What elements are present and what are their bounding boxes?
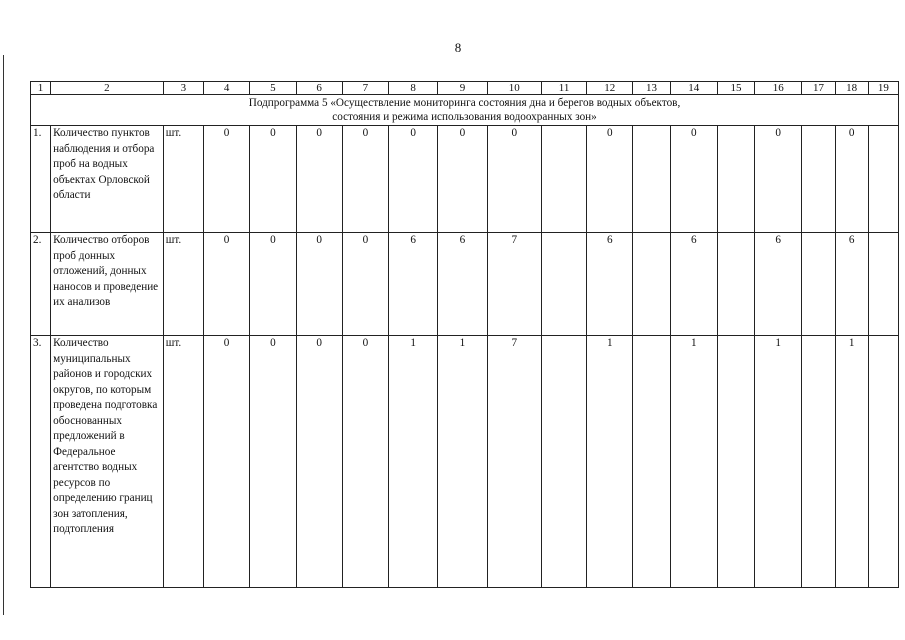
subprogram-title-line1: Подпрограмма 5 «Осуществление мониторинга состояния дна и берегов водных объектов, (248, 97, 681, 109)
header-cell: 15 (717, 82, 754, 95)
value-cell (633, 233, 670, 336)
unit-cell: шт. (163, 336, 203, 588)
value-cell (541, 126, 586, 233)
value-cell: 1 (438, 336, 487, 588)
value-cell: 0 (342, 233, 388, 336)
row-number: 3. (31, 336, 51, 588)
value-cell: 0 (296, 233, 342, 336)
indicators-table (30, 81, 899, 588)
value-cell (717, 233, 754, 336)
value-cell: 0 (203, 336, 249, 588)
table-row (31, 336, 899, 588)
value-cell: 6 (835, 233, 868, 336)
header-cell: 9 (438, 82, 487, 95)
header-cell: 5 (250, 82, 296, 95)
value-cell (868, 126, 898, 233)
indicator-name: Количество пунктов наблюдения и отбора проб на водных объектах Орловской области (51, 126, 164, 233)
value-cell (717, 126, 754, 233)
value-cell (802, 233, 835, 336)
value-cell (717, 336, 754, 588)
subprogram-row (31, 95, 899, 126)
header-cell: 18 (835, 82, 868, 95)
header-row (31, 82, 899, 95)
value-cell: 0 (296, 336, 342, 588)
unit-cell: шт. (163, 233, 203, 336)
header-cell: 19 (868, 82, 898, 95)
value-cell: 0 (203, 233, 249, 336)
header-cell: 17 (802, 82, 835, 95)
value-cell: 0 (250, 126, 296, 233)
subprogram-title-line2: состояния и режима использования водоохранных зон» (332, 111, 597, 123)
value-cell (541, 233, 586, 336)
header-cell: 7 (342, 82, 388, 95)
subprogram-title (31, 95, 899, 126)
value-cell: 0 (389, 126, 438, 233)
value-cell (868, 336, 898, 588)
value-cell: 0 (835, 126, 868, 233)
header-cell: 3 (163, 82, 203, 95)
header-cell: 13 (633, 82, 670, 95)
value-cell: 1 (670, 336, 717, 588)
value-cell: 1 (587, 336, 633, 588)
value-cell (802, 336, 835, 588)
header-cell: 12 (587, 82, 633, 95)
header-cell: 6 (296, 82, 342, 95)
value-cell: 7 (487, 336, 541, 588)
header-cell: 10 (487, 82, 541, 95)
scan-edge-line (3, 55, 4, 615)
indicator-name: Количество отборов проб донных отложений, донных наносов и проведение их анализов (51, 233, 164, 336)
value-cell (868, 233, 898, 336)
indicator-name: Количество муниципальных районов и городских округов, по которым проведена подготовка обоснованных предложений в Федеральное агентство водных ресурсов по определению границ зон затопления, подтопления (51, 336, 164, 588)
value-cell: 0 (487, 126, 541, 233)
value-cell: 0 (670, 126, 717, 233)
value-cell: 1 (835, 336, 868, 588)
value-cell: 6 (389, 233, 438, 336)
value-cell: 0 (250, 233, 296, 336)
table-row (31, 126, 899, 233)
value-cell: 0 (587, 126, 633, 233)
value-cell: 1 (389, 336, 438, 588)
value-cell: 6 (755, 233, 802, 336)
row-number: 1. (31, 126, 51, 233)
value-cell (633, 336, 670, 588)
header-cell: 2 (51, 82, 164, 95)
value-cell (802, 126, 835, 233)
header-cell: 1 (31, 82, 51, 95)
row-number: 2. (31, 233, 51, 336)
value-cell: 0 (342, 126, 388, 233)
unit-cell: шт. (163, 126, 203, 233)
value-cell: 0 (755, 126, 802, 233)
value-cell: 7 (487, 233, 541, 336)
value-cell: 0 (250, 336, 296, 588)
value-cell: 0 (342, 336, 388, 588)
header-cell: 16 (755, 82, 802, 95)
header-cell: 4 (203, 82, 249, 95)
value-cell (541, 336, 586, 588)
value-cell: 0 (438, 126, 487, 233)
value-cell: 0 (296, 126, 342, 233)
value-cell: 6 (670, 233, 717, 336)
value-cell (633, 126, 670, 233)
table-row (31, 233, 899, 336)
header-cell: 8 (389, 82, 438, 95)
header-cell: 11 (541, 82, 586, 95)
header-cell: 14 (670, 82, 717, 95)
value-cell: 6 (438, 233, 487, 336)
page-number: 8 (454, 40, 462, 55)
value-cell: 1 (755, 336, 802, 588)
value-cell: 6 (587, 233, 633, 336)
value-cell: 0 (203, 126, 249, 233)
